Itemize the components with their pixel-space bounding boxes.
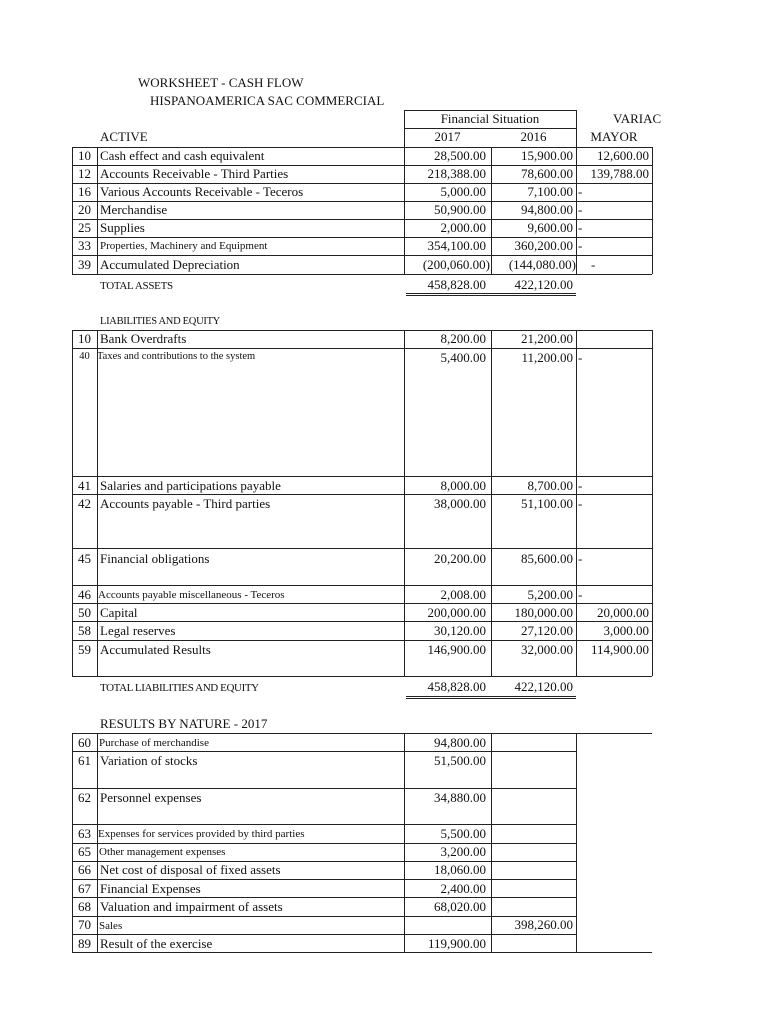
liability-account-name: Salaries and participations payable xyxy=(100,478,281,493)
mayor-header: MAYOR xyxy=(590,129,638,144)
liability-variation: - xyxy=(578,551,583,566)
active-value-2016: 94,800.00 xyxy=(521,202,573,217)
liability-code: 10 xyxy=(78,331,91,346)
total-liabilities-2017: 458,828.00 xyxy=(427,679,486,694)
total-assets-2017: 458,828.00 xyxy=(427,277,486,292)
liability-variation: - xyxy=(578,587,583,602)
liability-code: 50 xyxy=(78,605,91,620)
liability-code: 58 xyxy=(78,623,91,638)
liability-value-2017: 8,000.00 xyxy=(440,478,486,493)
active-code: 20 xyxy=(78,202,91,217)
liability-value-2017: 38,000.00 xyxy=(434,496,486,511)
liability-code: 45 xyxy=(78,551,91,566)
year-2016-header: 2016 xyxy=(520,129,547,144)
result-debit: 2,400.00 xyxy=(440,881,486,896)
result-debit: 68,020.00 xyxy=(434,899,486,914)
active-account-name: Merchandise xyxy=(100,202,168,217)
active-value-2016: 78,600.00 xyxy=(521,166,573,181)
result-account-name: Sales xyxy=(99,920,123,932)
active-value-2016: 15,900.00 xyxy=(521,148,573,163)
active-account-name: Supplies xyxy=(100,220,145,235)
liability-value-2017: 20,200.00 xyxy=(434,551,486,566)
liability-value-2016: 5,200.00 xyxy=(527,587,573,602)
liability-value-2016: 27,120.00 xyxy=(521,623,573,638)
result-code: 60 xyxy=(78,735,91,750)
company-name: HISPANOAMERICA SAC COMMERCIAL xyxy=(150,93,385,108)
result-account-name: Expenses for services provided by third parties xyxy=(98,828,305,840)
result-debit: 119,900.00 xyxy=(427,936,486,951)
active-account-name: Cash effect and cash equivalent xyxy=(100,148,265,163)
result-account-name: Purchase of merchandise xyxy=(99,737,209,749)
liability-value-2016: 85,600.00 xyxy=(521,551,573,566)
worksheet-title: WORKSHEET - CASH FLOW xyxy=(138,75,304,90)
result-code: 65 xyxy=(78,844,91,859)
liability-account-name: Financial obligations xyxy=(100,551,210,566)
total-assets-label: TOTAL ASSETS xyxy=(100,280,173,292)
active-value-2017: 28,500.00 xyxy=(434,148,486,163)
active-code: 10 xyxy=(78,148,91,163)
active-account-name: Accumulated Depreciation xyxy=(100,257,240,272)
active-variation: 139,788.00 xyxy=(590,166,649,181)
liability-code: 42 xyxy=(78,496,91,511)
active-account-name: Properties, Machinery and Equipment xyxy=(100,240,268,252)
active-value-2016: (144,080.00) xyxy=(508,257,576,272)
liability-value-2017: 8,200.00 xyxy=(440,331,486,346)
active-account-name: Accounts Receivable - Third Parties xyxy=(100,166,289,181)
liability-account-name: Capital xyxy=(100,605,138,620)
liability-value-2016: 8,700.00 xyxy=(527,478,573,493)
active-variation: - xyxy=(578,220,583,235)
result-code: 63 xyxy=(78,826,91,841)
active-variation: 12,600.00 xyxy=(597,148,649,163)
variac-header: VARIAC xyxy=(613,111,662,126)
active-label: ACTIVE xyxy=(100,129,148,144)
result-code: 62 xyxy=(78,790,91,805)
liability-code: 46 xyxy=(78,587,91,602)
liability-value-2017: 30,120.00 xyxy=(434,623,486,638)
active-value-2017: 2,000.00 xyxy=(440,220,486,235)
active-code: 12 xyxy=(78,166,91,181)
liability-code: 59 xyxy=(78,642,91,657)
result-credit: 398,260.00 xyxy=(514,917,573,932)
active-value-2017: (200,060.00) xyxy=(422,257,490,272)
active-value-2017: 218,388.00 xyxy=(427,166,486,181)
result-account-name: Net cost of disposal of fixed assets xyxy=(100,862,281,877)
result-account-name: Valuation and impairment of assets xyxy=(100,899,283,914)
active-value-2016: 9,600.00 xyxy=(527,220,573,235)
liability-account-name: Bank Overdrafts xyxy=(100,331,187,346)
liability-account-name: Accumulated Results xyxy=(100,642,211,657)
total-assets-2016: 422,120.00 xyxy=(514,277,573,292)
liability-variation: 3,000.00 xyxy=(603,623,649,638)
result-code: 70 xyxy=(78,917,91,932)
liability-variation: - xyxy=(578,496,583,511)
active-code: 33 xyxy=(78,238,91,253)
active-value-2017: 50,900.00 xyxy=(434,202,486,217)
result-account-name: Result of the exercise xyxy=(100,936,213,951)
result-debit: 3,200.00 xyxy=(440,844,486,859)
liability-code: 40 xyxy=(79,351,90,362)
result-debit: 34,880.00 xyxy=(434,790,486,805)
liability-account-name: Accounts payable - Third parties xyxy=(100,496,271,511)
result-code: 68 xyxy=(78,899,91,914)
result-account-name: Personnel expenses xyxy=(100,790,202,805)
liability-value-2017: 2,008.00 xyxy=(440,587,486,602)
total-liabilities-2016: 422,120.00 xyxy=(514,679,573,694)
liability-value-2016: 11,200.00 xyxy=(521,350,573,365)
result-account-name: Variation of stocks xyxy=(100,753,198,768)
active-account-name: Various Accounts Receivable - Teceros xyxy=(100,184,304,199)
active-value-2017: 5,000.00 xyxy=(440,184,486,199)
liability-value-2017: 200,000.00 xyxy=(427,605,486,620)
active-variation: - xyxy=(578,202,583,217)
liability-variation: 114,900.00 xyxy=(590,642,649,657)
results-label: RESULTS BY NATURE - 2017 xyxy=(100,716,268,731)
liability-value-2016: 32,000.00 xyxy=(521,642,573,657)
liability-account-name: Legal reserves xyxy=(100,623,176,638)
liability-variation: 20,000.00 xyxy=(597,605,649,620)
liability-value-2016: 180,000.00 xyxy=(514,605,573,620)
active-value-2017: 354,100.00 xyxy=(427,238,486,253)
result-debit: 94,800.00 xyxy=(434,735,486,750)
active-variation: - xyxy=(591,257,596,272)
active-variation: - xyxy=(578,238,583,253)
liability-account-name: Taxes and contributions to the system xyxy=(97,351,256,362)
liability-account-name: Accounts payable miscellaneous - Teceros xyxy=(98,589,285,601)
result-code: 61 xyxy=(78,753,91,768)
result-account-name: Other management expenses xyxy=(99,846,226,858)
active-code: 39 xyxy=(78,257,91,272)
result-code: 67 xyxy=(78,881,91,896)
liability-value-2017: 146,900.00 xyxy=(427,642,486,657)
result-debit: 5,500.00 xyxy=(440,826,486,841)
liability-code: 41 xyxy=(78,478,91,493)
active-value-2016: 360,200.00 xyxy=(514,238,573,253)
result-debit: 18,060.00 xyxy=(434,862,486,877)
result-code: 66 xyxy=(78,862,91,877)
liability-value-2016: 21,200.00 xyxy=(521,331,573,346)
year-2017-header: 2017 xyxy=(434,129,461,144)
liability-variation: - xyxy=(578,350,583,365)
total-liabilities-label: TOTAL LIABILITIES AND EQUITY xyxy=(100,682,259,694)
active-variation: - xyxy=(578,184,583,199)
liability-value-2017: 5,400.00 xyxy=(440,350,486,365)
liabilities-label: LIABILITIES AND EQUITY xyxy=(100,316,220,327)
active-value-2016: 7,100.00 xyxy=(527,184,573,199)
liability-variation: - xyxy=(578,478,583,493)
active-code: 16 xyxy=(78,184,91,199)
result-debit: 51,500.00 xyxy=(434,753,486,768)
result-code: 89 xyxy=(78,936,91,951)
active-code: 25 xyxy=(78,220,91,235)
liability-value-2016: 51,100.00 xyxy=(521,496,573,511)
result-account-name: Financial Expenses xyxy=(100,881,201,896)
financial-situation-header: Financial Situation xyxy=(440,111,540,126)
